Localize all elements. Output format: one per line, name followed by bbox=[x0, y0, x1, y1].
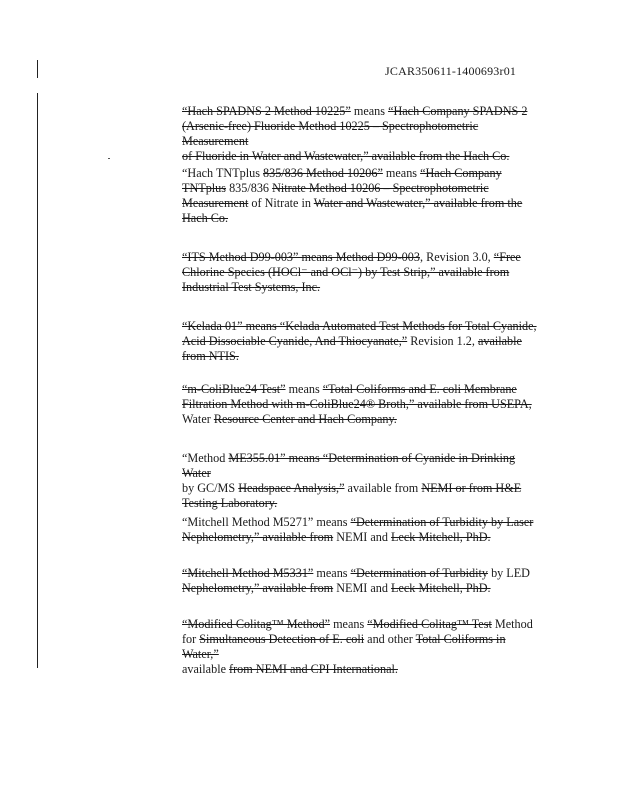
text-run: NEMI and bbox=[333, 530, 392, 544]
text-run: for bbox=[182, 632, 200, 646]
struck-text: Headspace Analysis,” bbox=[238, 481, 345, 495]
scan-speck bbox=[108, 158, 110, 159]
text-run: means bbox=[285, 382, 323, 396]
text-run: by GC/MS bbox=[182, 481, 239, 495]
definition-entry bbox=[182, 566, 537, 596]
struck-text: Leck Mitchell, PhD. bbox=[391, 530, 491, 544]
struck-text: NEMI or from H&E bbox=[421, 481, 522, 495]
struck-text: Nephelometry,” available from bbox=[182, 530, 334, 544]
struck-text: Measurement bbox=[182, 196, 249, 210]
struck-text: Filtration Method with m-ColiBlue24® Broth,” available from USEPA, bbox=[182, 397, 532, 411]
struck-text: “Determination of Turbidity by Laser bbox=[350, 515, 534, 529]
definition-line bbox=[182, 250, 537, 265]
text-run: “Mitchell Method M5271” means bbox=[182, 515, 351, 529]
struck-text: Total Coliforms in Water,” bbox=[182, 632, 506, 661]
definition-line bbox=[182, 566, 537, 581]
definition-line bbox=[182, 617, 537, 632]
struck-text: “Modified Colitag™ Test bbox=[367, 617, 492, 631]
definition-line bbox=[182, 181, 537, 196]
struck-text: TNTplus bbox=[182, 181, 227, 195]
struck-text: Hach Co. bbox=[182, 211, 229, 225]
definition-line bbox=[182, 319, 537, 334]
struck-text: Chlorine Species (HOCl⁻ and OCl⁻) by Test Strip,” available from bbox=[182, 265, 510, 279]
definition-line bbox=[182, 280, 537, 295]
definition-line bbox=[182, 334, 537, 349]
definition-entry bbox=[182, 451, 537, 511]
struck-text: available bbox=[477, 334, 522, 348]
text-run: NEMI and bbox=[333, 581, 392, 595]
struck-text: ME355.01” means “Determination of Cyanide in Drinking Water bbox=[182, 451, 516, 480]
definition-line bbox=[182, 119, 537, 149]
text-run: , Revision 3.0, bbox=[419, 250, 494, 264]
text-run: 835/836 bbox=[226, 181, 273, 195]
text-run: Water bbox=[182, 412, 214, 426]
text-run: means bbox=[330, 617, 368, 631]
struck-text: Industrial Test Systems, Inc. bbox=[182, 280, 321, 294]
struck-text: “m-ColiBlue24 Test” bbox=[182, 382, 286, 396]
struck-text: “Mitchell Method M5331” bbox=[182, 566, 314, 580]
definition-line bbox=[182, 530, 537, 545]
struck-text: Leck Mitchell, PhD. bbox=[391, 581, 491, 595]
definition-line bbox=[182, 397, 537, 412]
definition-line bbox=[182, 211, 537, 226]
definition-entry bbox=[182, 382, 537, 427]
definition-line bbox=[182, 515, 537, 530]
text-run: and other bbox=[364, 632, 416, 646]
definition-entry bbox=[182, 617, 537, 677]
struck-text: Acid Dissociable Cyanide, And Thiocyanate,” bbox=[182, 334, 408, 348]
struck-text: Nitrate Method 10206 – Spectrophotometric bbox=[272, 181, 489, 195]
text-run: means bbox=[313, 566, 351, 580]
document-id: JCAR350611-1400693r01 bbox=[385, 64, 517, 78]
text-run: “Hach TNTplus bbox=[182, 166, 264, 180]
definition-line bbox=[182, 662, 537, 677]
struck-text: Simultaneous Detection of E. coli bbox=[199, 632, 365, 646]
text-run: Method bbox=[491, 617, 533, 631]
definition-line bbox=[182, 496, 537, 511]
definition-line bbox=[182, 149, 537, 164]
struck-text: “Hach Company bbox=[420, 166, 502, 180]
definition-line bbox=[182, 632, 537, 662]
struck-text: of Fluoride in Water and Wastewater,” available from the Hach Co. bbox=[182, 149, 510, 163]
text-run: means bbox=[382, 166, 421, 180]
definition-line bbox=[182, 196, 537, 211]
struck-text: “ITS Method D99-003” means Method D99-003 bbox=[182, 250, 420, 264]
struck-text: “Total Coliforms and E. coli Membrane bbox=[322, 382, 517, 396]
definition-line bbox=[182, 166, 537, 181]
definition-line bbox=[182, 104, 537, 119]
definition-line bbox=[182, 481, 537, 496]
definition-entry bbox=[182, 166, 537, 226]
definition-entry bbox=[182, 319, 537, 364]
revision-bar-top bbox=[37, 60, 38, 78]
struck-text: from NEMI and CPI International. bbox=[229, 662, 398, 676]
definition-line bbox=[182, 412, 537, 427]
struck-text: Resource Center and Hach Company. bbox=[213, 412, 397, 426]
revision-bar-side bbox=[37, 93, 38, 668]
struck-text: Water and Wastewater,” available from the bbox=[313, 196, 523, 210]
definition-entry bbox=[182, 250, 537, 295]
text-run: means bbox=[350, 104, 389, 118]
text-run: of Nitrate in bbox=[248, 196, 314, 210]
text-run: “Method bbox=[182, 451, 229, 465]
definition-line bbox=[182, 265, 537, 280]
definition-entry bbox=[182, 104, 537, 164]
text-run: available from bbox=[344, 481, 422, 495]
definition-line bbox=[182, 349, 537, 364]
struck-text: “Hach SPADNS 2 Method 10225” bbox=[182, 104, 351, 118]
struck-text: 835/836 Method 10206” bbox=[263, 166, 383, 180]
definition-line bbox=[182, 451, 537, 481]
struck-text: from NTIS. bbox=[182, 349, 239, 363]
text-run: available bbox=[182, 662, 230, 676]
struck-text: “Hach Company SPADNS 2 bbox=[388, 104, 528, 118]
struck-text: (Arsenic-free) Fluoride Method 10225 – Spectrophotometric Measurement bbox=[182, 119, 479, 148]
struck-text: “Modified Colitag™ Method” bbox=[182, 617, 331, 631]
definition-line bbox=[182, 382, 537, 397]
struck-text: “Free bbox=[493, 250, 521, 264]
text-run: by LED bbox=[488, 566, 530, 580]
definition-line bbox=[182, 581, 537, 596]
struck-text: “Determination of Turbidity bbox=[350, 566, 489, 580]
struck-text: Nephelometry,” available from bbox=[182, 581, 334, 595]
definition-entry bbox=[182, 515, 537, 545]
text-run: Revision 1.2, bbox=[407, 334, 478, 348]
struck-text: “Kelada 01” means “Kelada Automated Test Methods for Total Cyanide, bbox=[182, 319, 537, 333]
struck-text: Testing Laboratory. bbox=[182, 496, 278, 510]
